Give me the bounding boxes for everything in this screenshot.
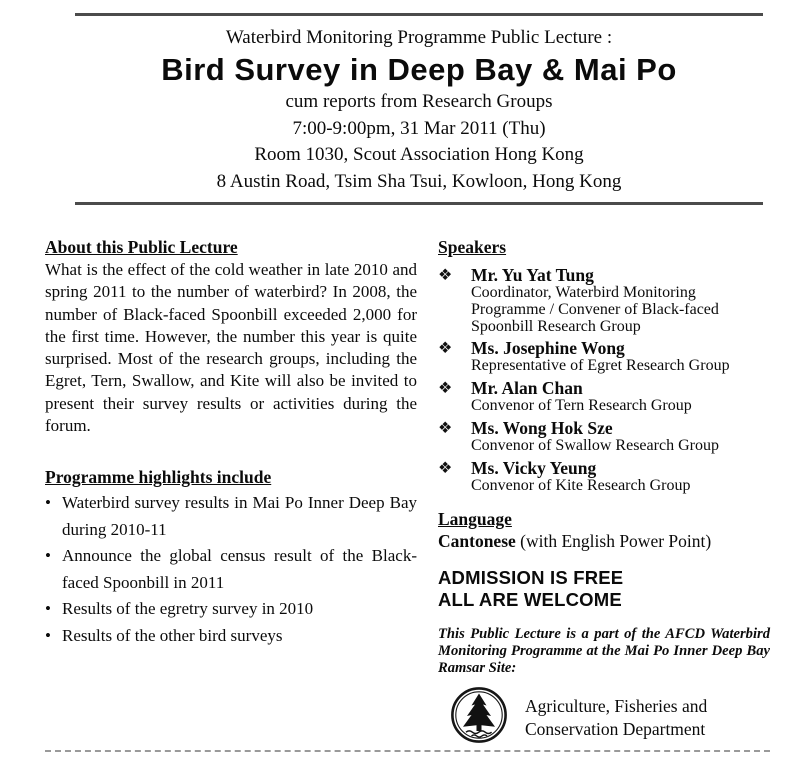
speaker-role: Convenor of Kite Research Group xyxy=(471,476,691,494)
diamond-bullet-icon: ❖ xyxy=(438,267,453,284)
highlight-text: Announce the global census result of the Black-faced Spoonbill in 2011 xyxy=(62,546,417,592)
language-section xyxy=(438,508,770,552)
speaker-role: Convenor of Tern Research Group xyxy=(471,397,692,415)
about-body-text: What is the effect of the cold weather in late 2010 and spring 2011 to the number of waterbird? In 2008, the number of Black-faced Spoonbill exceeded 2,000 for the first time. However, the number this year is quite surprised. Most of the research groups, including the Egret, Tern, Swallow, and Kite will also be invited to present their survey results or activities during the forum. xyxy=(45,260,417,436)
flyer-header xyxy=(75,13,763,205)
venue-line-2: 8 Austin Road, Tsim Sha Tsui, Kowloon, Hong Kong xyxy=(216,170,622,192)
cut-line xyxy=(45,750,770,752)
speaker-role: Convenor of Swallow Research Group xyxy=(471,436,719,454)
highlights-section xyxy=(45,466,417,649)
admission-line-2: ALL ARE WELCOME xyxy=(438,589,622,611)
flyer-body xyxy=(45,236,770,749)
diamond-bullet-icon: ❖ xyxy=(438,380,453,398)
lecture-series-line: Waterbird Monitoring Programme Public Lecture : xyxy=(225,27,613,48)
speaker-name: Ms. Vicky Yeung xyxy=(471,457,597,478)
lecture-datetime: 7:00-9:00pm, 31 Mar 2011 (Thu) xyxy=(292,117,546,139)
highlight-text: Results of the egretry survey in 2010 xyxy=(62,599,314,619)
about-section xyxy=(45,236,417,437)
speaker-name: Mr. Yu Yat Tung xyxy=(471,265,594,285)
speaker-role: Coordinator, Waterbird Monitoring Programme / Convener of Black-faced Spoonbill Research Group xyxy=(471,284,719,335)
admission-line-1: ADMISSION IS FREE xyxy=(438,566,624,588)
lecture-subtitle: cum reports from Research Groups xyxy=(285,91,553,112)
bullet-icon: • xyxy=(45,493,51,513)
bullet-icon: • xyxy=(45,546,51,566)
speakers-section xyxy=(438,236,770,495)
speaker-item xyxy=(438,379,770,415)
highlight-item xyxy=(45,543,417,596)
language-value-bold: Cantonese xyxy=(438,530,516,551)
speakers-heading: Speakers xyxy=(438,237,507,257)
highlight-item xyxy=(45,596,417,623)
language-heading: Language xyxy=(438,508,512,529)
diamond-bullet-icon: ❖ xyxy=(438,419,453,437)
highlights-heading: Programme highlights include xyxy=(45,467,272,488)
right-column xyxy=(438,236,770,749)
header-top-rule xyxy=(75,13,763,16)
speaker-info xyxy=(471,459,691,495)
department-block xyxy=(438,686,770,749)
diamond-bullet-icon: ❖ xyxy=(438,459,453,477)
speaker-info xyxy=(471,419,719,455)
highlight-item xyxy=(45,623,417,650)
language-value-rest: (with English Power Point) xyxy=(515,530,712,551)
highlights-list xyxy=(45,490,417,649)
speaker-name: Mr. Alan Chan xyxy=(471,378,583,399)
speaker-info xyxy=(471,379,692,415)
speaker-info xyxy=(471,266,770,335)
department-name-line-2: Conservation Department xyxy=(525,718,706,739)
admission-banner xyxy=(438,567,770,612)
left-column xyxy=(45,236,417,749)
speaker-info xyxy=(471,339,730,375)
highlight-text: Results of the other bird surveys xyxy=(62,625,283,645)
highlight-text: Waterbird survey results in Mai Po Inner Deep Bay during 2010-11 xyxy=(62,493,417,539)
lecture-flyer xyxy=(0,13,800,760)
language-value xyxy=(438,531,770,552)
speaker-item xyxy=(438,459,770,495)
speaker-item xyxy=(438,339,770,375)
afcd-tree-logo-icon xyxy=(450,686,508,749)
speaker-name: Ms. Wong Hok Sze xyxy=(471,417,613,438)
speaker-item xyxy=(438,266,770,335)
bullet-icon: • xyxy=(45,625,51,645)
programme-note: This Public Lecture is a part of the AFCD Waterbird Monitoring Programme at the Mai Po Inner Deep Bay Ramsar Site: xyxy=(438,625,770,676)
speaker-role: Representative of Egret Research Group xyxy=(471,357,730,375)
highlight-item xyxy=(45,490,417,543)
header-bottom-rule xyxy=(75,202,763,205)
lecture-title: Bird Survey in Deep Bay & Mai Po xyxy=(161,52,677,87)
venue-line-1: Room 1030, Scout Association Hong Kong xyxy=(254,144,584,165)
about-heading: About this Public Lecture xyxy=(45,237,238,257)
speaker-name: Ms. Josephine Wong xyxy=(471,338,625,359)
department-name-line-1: Agriculture, Fisheries and xyxy=(525,696,708,717)
department-name xyxy=(525,695,707,740)
diamond-bullet-icon: ❖ xyxy=(438,340,453,358)
speaker-item xyxy=(438,419,770,455)
bullet-icon: • xyxy=(45,599,51,619)
